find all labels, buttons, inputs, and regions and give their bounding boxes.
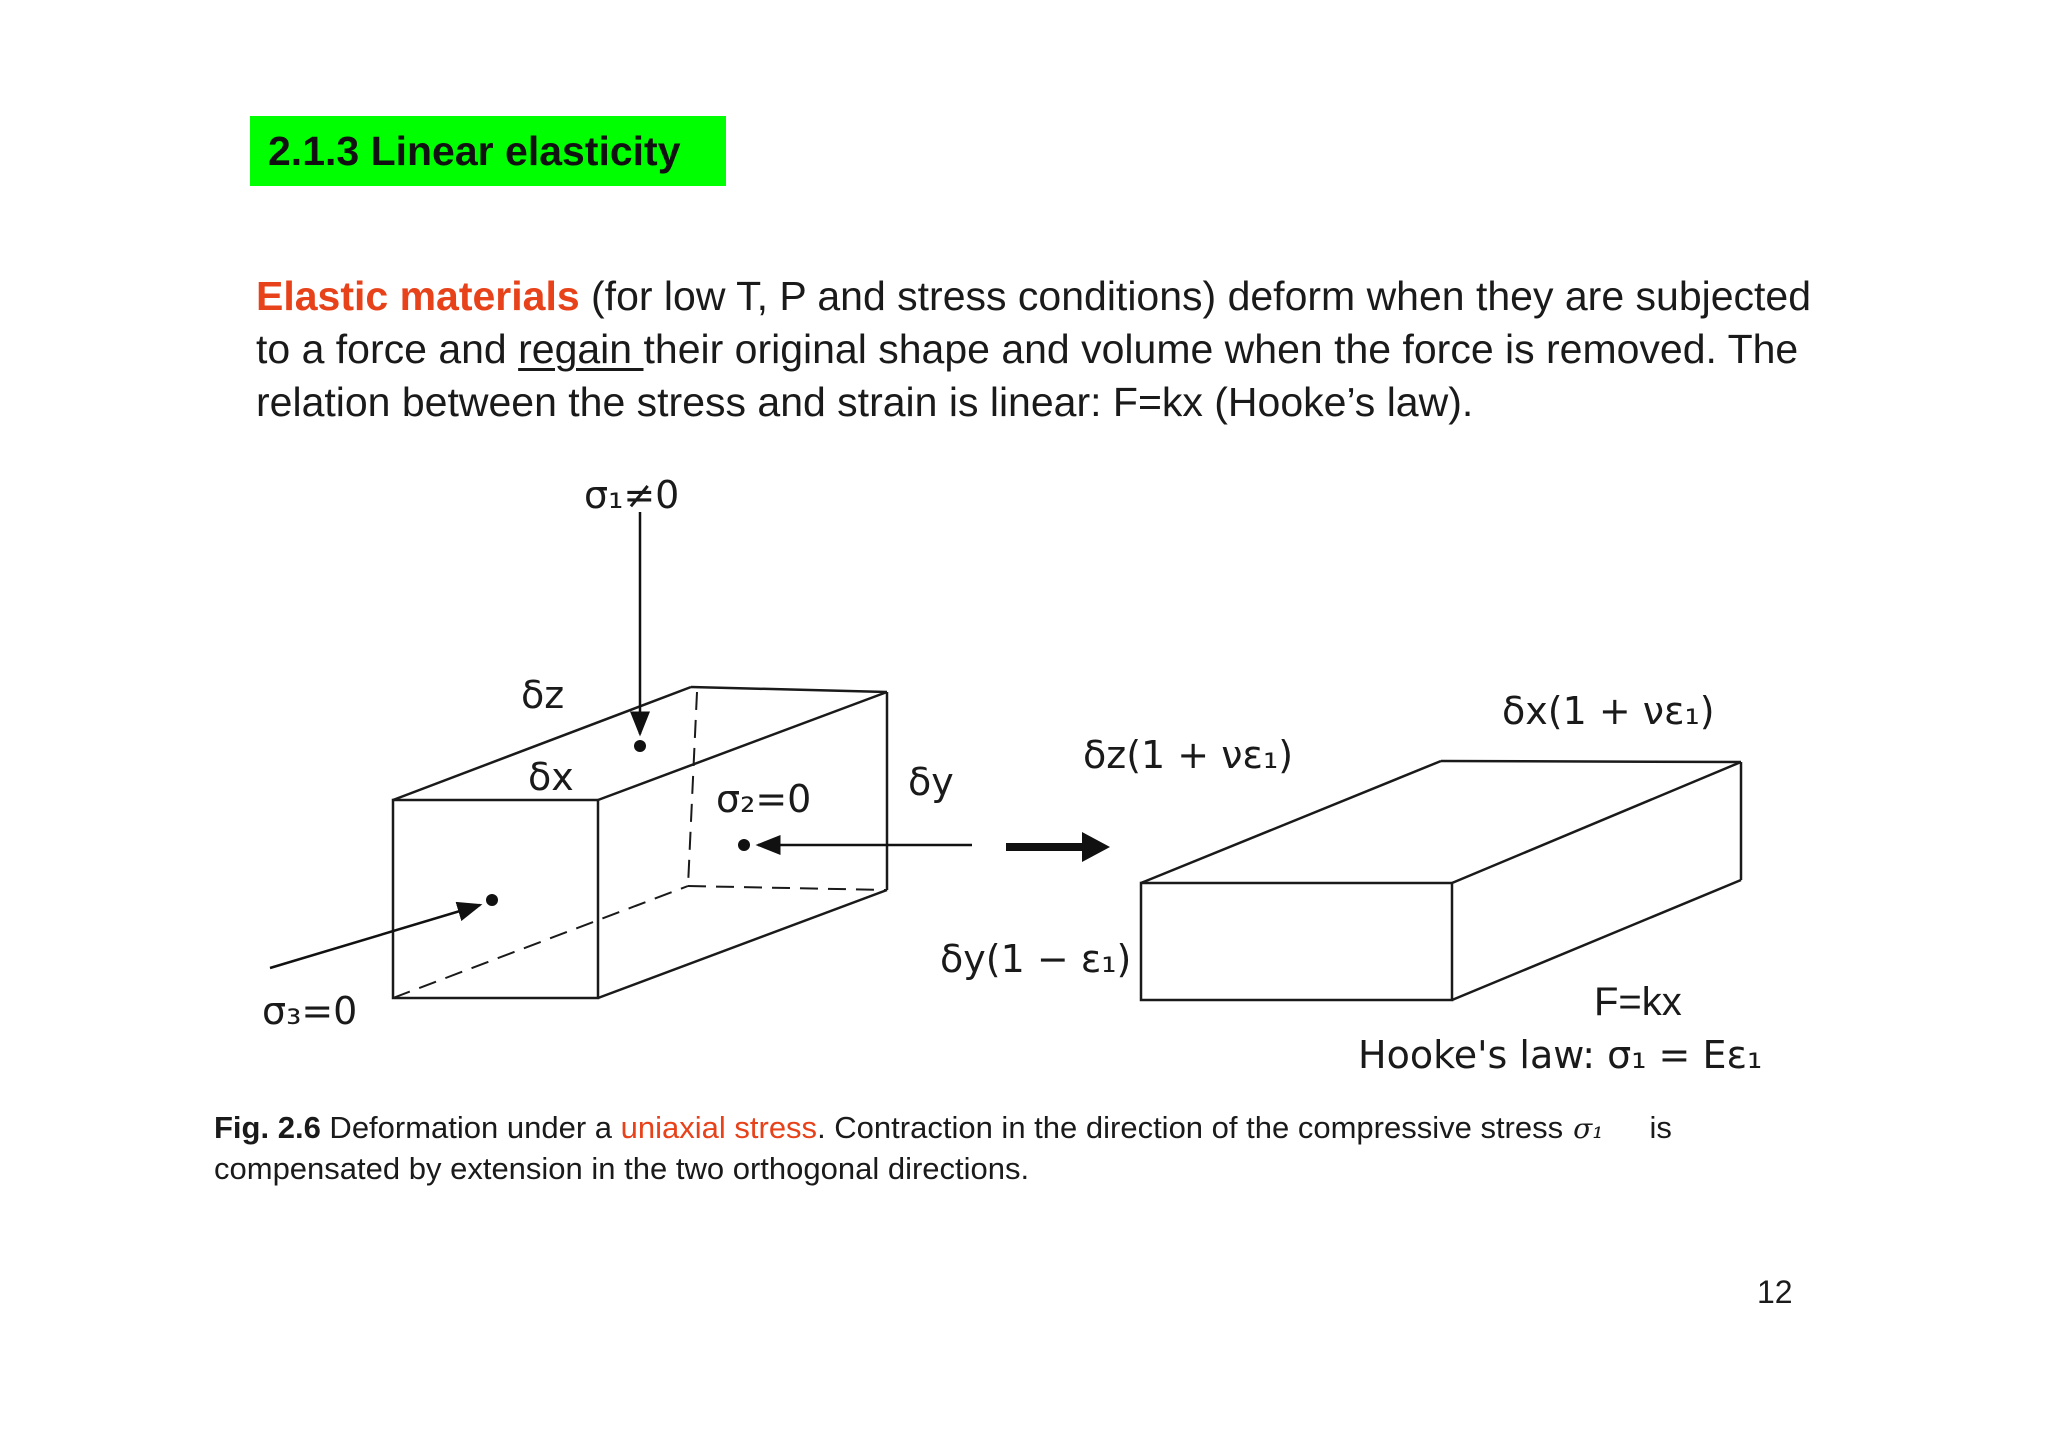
sigma3-label: σ₃=0 xyxy=(262,989,358,1033)
dy-result-label: δy(1 − ε₁) xyxy=(940,937,1132,981)
caption-text-3: is compensated by extension in the two orthogonal directions. xyxy=(214,1110,1672,1186)
dx-label: δx xyxy=(528,755,574,799)
figure-caption xyxy=(214,1108,1794,1189)
caption-fig-label: Fig. 2.6 xyxy=(214,1110,321,1145)
transform-arrow xyxy=(1006,832,1110,862)
regain-underlined: regain xyxy=(518,326,644,372)
caption-sigma-symbol: σ₁ xyxy=(1573,1112,1604,1145)
sigma3-arrow xyxy=(270,905,480,968)
top-point xyxy=(634,740,646,752)
deformed-block xyxy=(1141,761,1741,1000)
dx-result-label: δx(1 + νε₁) xyxy=(1502,689,1715,733)
dz-result-label: δz(1 + νε₁) xyxy=(1083,733,1294,777)
fkx-label: F=kx xyxy=(1594,980,1682,1024)
section-heading-text: 2.1.3 Linear elasticity xyxy=(268,127,681,174)
front-point xyxy=(486,894,498,906)
hooke-law-label: Hooke's law: σ₁ = Eε₁ xyxy=(1358,1033,1763,1077)
paragraph-text-2: their original shape and volume when the force is removed. The relation between the stress and strain is linear: F=kx (Hooke’s law). xyxy=(256,326,1799,425)
side-point xyxy=(738,839,750,851)
sigma1-label: σ₁≠0 xyxy=(584,473,680,517)
page-number: 12 xyxy=(1757,1274,1793,1310)
caption-uniaxial-stress: uniaxial stress xyxy=(620,1110,818,1145)
dz-label: δz xyxy=(521,673,565,717)
caption-text-1: Deformation under a xyxy=(320,1110,621,1145)
elastic-materials-term: Elastic materials xyxy=(256,273,580,319)
sigma2-label: σ₂=0 xyxy=(716,777,812,821)
caption-text-2: . Contraction in the direction of the compressive stress xyxy=(817,1110,1564,1145)
dy-label: δy xyxy=(908,760,954,804)
paragraph-text-1: (for low T, P and stress conditions) deform when they are subjected to a force and xyxy=(256,273,1812,372)
